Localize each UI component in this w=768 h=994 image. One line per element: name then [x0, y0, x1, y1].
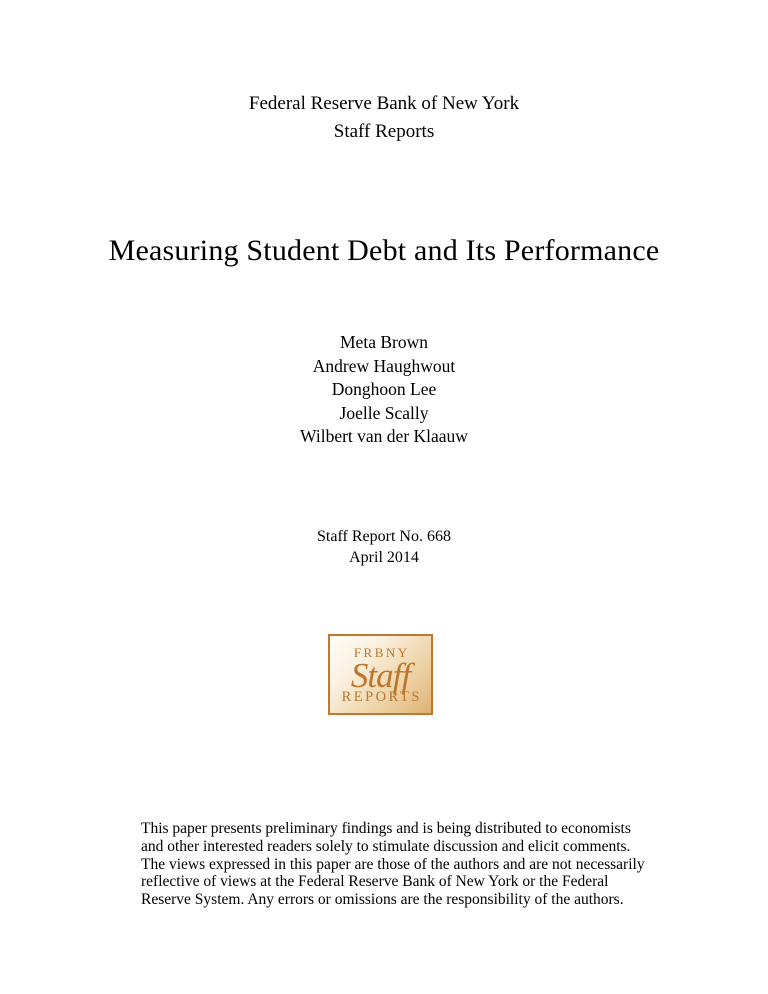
logo-frbny-text: FRBNY — [353, 645, 410, 660]
logo-reports-text: REPORTS — [341, 689, 422, 705]
author-name: Meta Brown — [340, 332, 428, 352]
disclaimer-line: and other interested readers solely to stimulate discussion and elicit comments. — [141, 837, 631, 855]
institution-name: Federal Reserve Bank of New York — [248, 93, 520, 114]
author-name: Andrew Haughwout — [312, 355, 456, 376]
report-info — [0, 526, 768, 568]
report-series-header — [0, 90, 768, 146]
paper-title: Measuring Student Debt and Its Performance — [108, 234, 660, 267]
disclaimer-text — [141, 820, 656, 909]
frbny-staff-reports-logo — [328, 634, 433, 715]
logo-staff-text: Staff — [350, 656, 411, 695]
author-name: Joelle Scally — [339, 402, 429, 423]
author-name: Wilbert van der Klaauw — [300, 426, 468, 446]
report-date: April 2014 — [349, 549, 419, 566]
author-name: Donghoon Lee — [331, 379, 437, 399]
report-number: Staff Report No. 668 — [317, 528, 451, 545]
disclaimer-line: The views expressed in this paper are those of the authors and are not necessarily — [141, 855, 645, 873]
disclaimer-line: reflective of views at the Federal Reserve Bank of New York or the Federal — [141, 873, 609, 891]
author-list — [0, 331, 768, 449]
series-name: Staff Reports — [333, 121, 435, 142]
disclaimer-line: This paper presents preliminary findings and is being distributed to economists — [141, 820, 631, 837]
disclaimer-line: Reserve System. Any errors or omissions are the responsibility of the authors. — [141, 891, 624, 909]
